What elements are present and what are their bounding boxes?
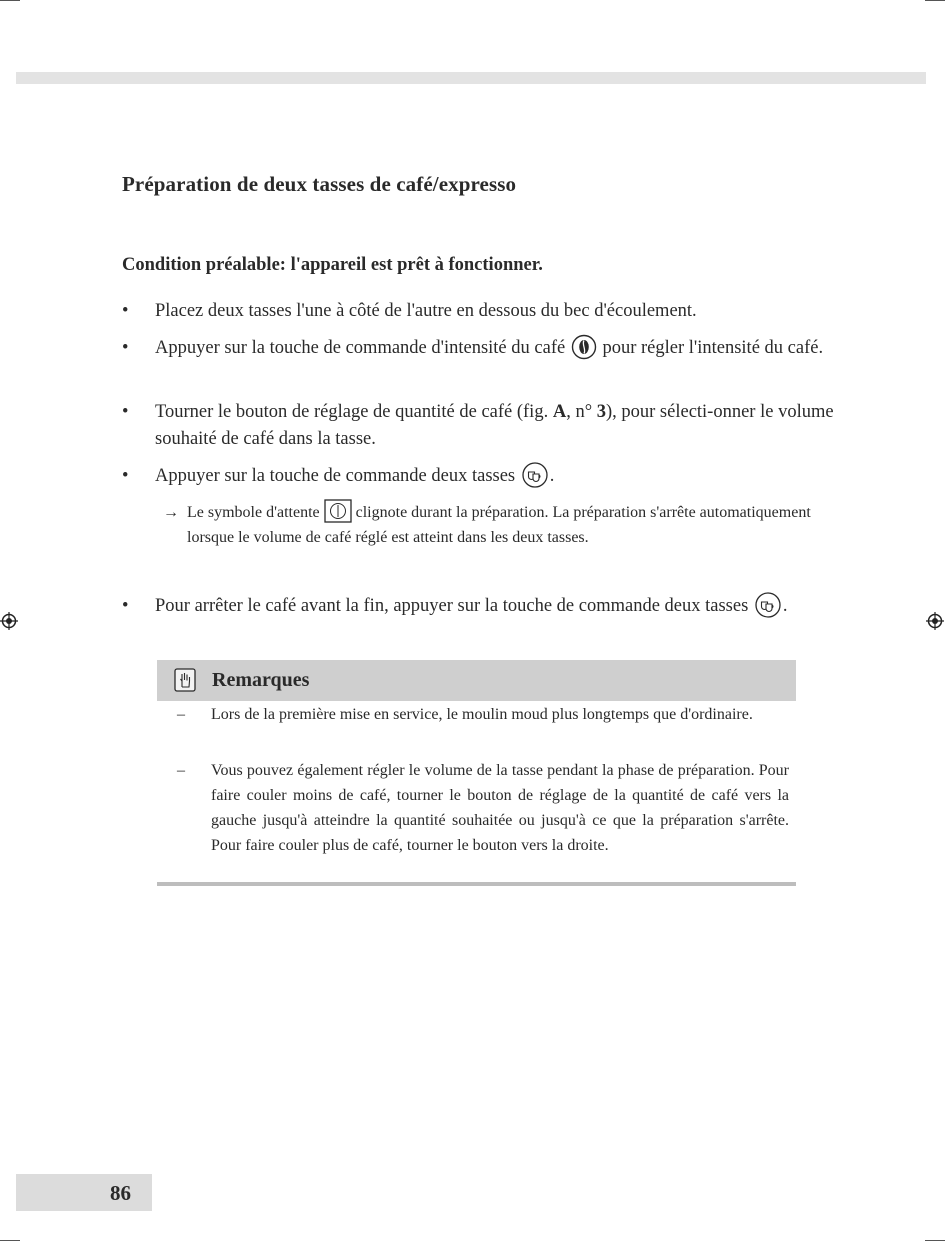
step-text: . [549, 466, 555, 486]
note-text: Lors de la première mise en service, le moulin moud plus longtemps que d'ordinaire. [211, 706, 753, 723]
dash-icon: – [177, 706, 185, 723]
figure-ref: A [552, 402, 567, 422]
step-item [122, 399, 855, 453]
step-text: Appuyer sur la touche de commande d'intensité du café [155, 338, 566, 358]
notes-header [157, 660, 796, 701]
crop-mark-bottom-right [925, 1240, 945, 1241]
notes-divider [157, 882, 796, 886]
step-text: pour régler l'intensité du café. [602, 338, 824, 358]
bullet-icon: • [122, 301, 129, 321]
note-item [157, 758, 789, 858]
step-item [122, 335, 845, 362]
dash-icon: – [177, 762, 185, 779]
note-text: Vous pouvez également régler le volume de la tasse pendant la phase de préparation. Pour faire couler moins de café, tourner le bouton de réglage de la quantité de café vers la gauche jusqu'à atteindre la quantité souhaitée ou jusqu'à ce que la préparation s'arrête. Pour faire couler plus de café, tourner le bouton vers la droite. [211, 762, 789, 854]
result-text: Le symbole d'attente [187, 504, 320, 521]
page-number: 86 [110, 1181, 131, 1205]
step-item [122, 593, 845, 620]
hand-note-icon [174, 668, 196, 692]
coffee-bean-icon [570, 334, 598, 360]
note-item [157, 702, 789, 727]
item-number: 3 [596, 402, 606, 422]
step-item [122, 298, 845, 325]
two-cups-icon [753, 592, 783, 618]
crop-mark-bottom-left [0, 1240, 20, 1241]
standby-icon [324, 499, 352, 523]
step-text: ), pour sélecti-onner le volume souhaité de café dans la tasse. [155, 402, 834, 449]
section-title: Préparation de deux tasses de café/expresso [122, 172, 517, 196]
arrow-icon: → [163, 504, 179, 521]
step-text: Appuyer sur la touche de commande deux tasses [155, 466, 516, 486]
precondition: Condition préalable: l'appareil est prêt à fonctionner. [122, 255, 543, 275]
result-text: clignote durant la préparation. La préparation s'arrête automatiquement lorsque le volume de café réglé est atteint dans les deux tasses. [187, 504, 811, 547]
bullet-icon: • [122, 466, 129, 486]
step-text: . [782, 596, 788, 616]
step-text: , n° [566, 402, 593, 422]
bullet-icon: • [122, 338, 129, 358]
step-text: Pour arrêter le café avant la fin, appuyer sur la touche de commande deux tasses [155, 596, 749, 616]
step-text: Tourner le bouton de réglage de quantité de café (fig. [155, 402, 549, 422]
crop-mark-top-right [925, 0, 945, 1]
registration-mark-right-icon [926, 612, 944, 630]
step-result [163, 500, 827, 550]
bullet-icon: • [122, 596, 129, 616]
header-band [16, 72, 926, 84]
notes-title: Remarques [212, 669, 310, 691]
two-cups-icon [520, 462, 550, 488]
registration-mark-left-icon [0, 612, 18, 630]
page-footer [16, 1174, 152, 1211]
step-text: Placez deux tasses l'une à côté de l'autre en dessous du bec d'écoulement. [155, 301, 697, 321]
bullet-icon: • [122, 402, 129, 422]
step-item [122, 463, 845, 490]
crop-mark-top-left [0, 0, 20, 1]
